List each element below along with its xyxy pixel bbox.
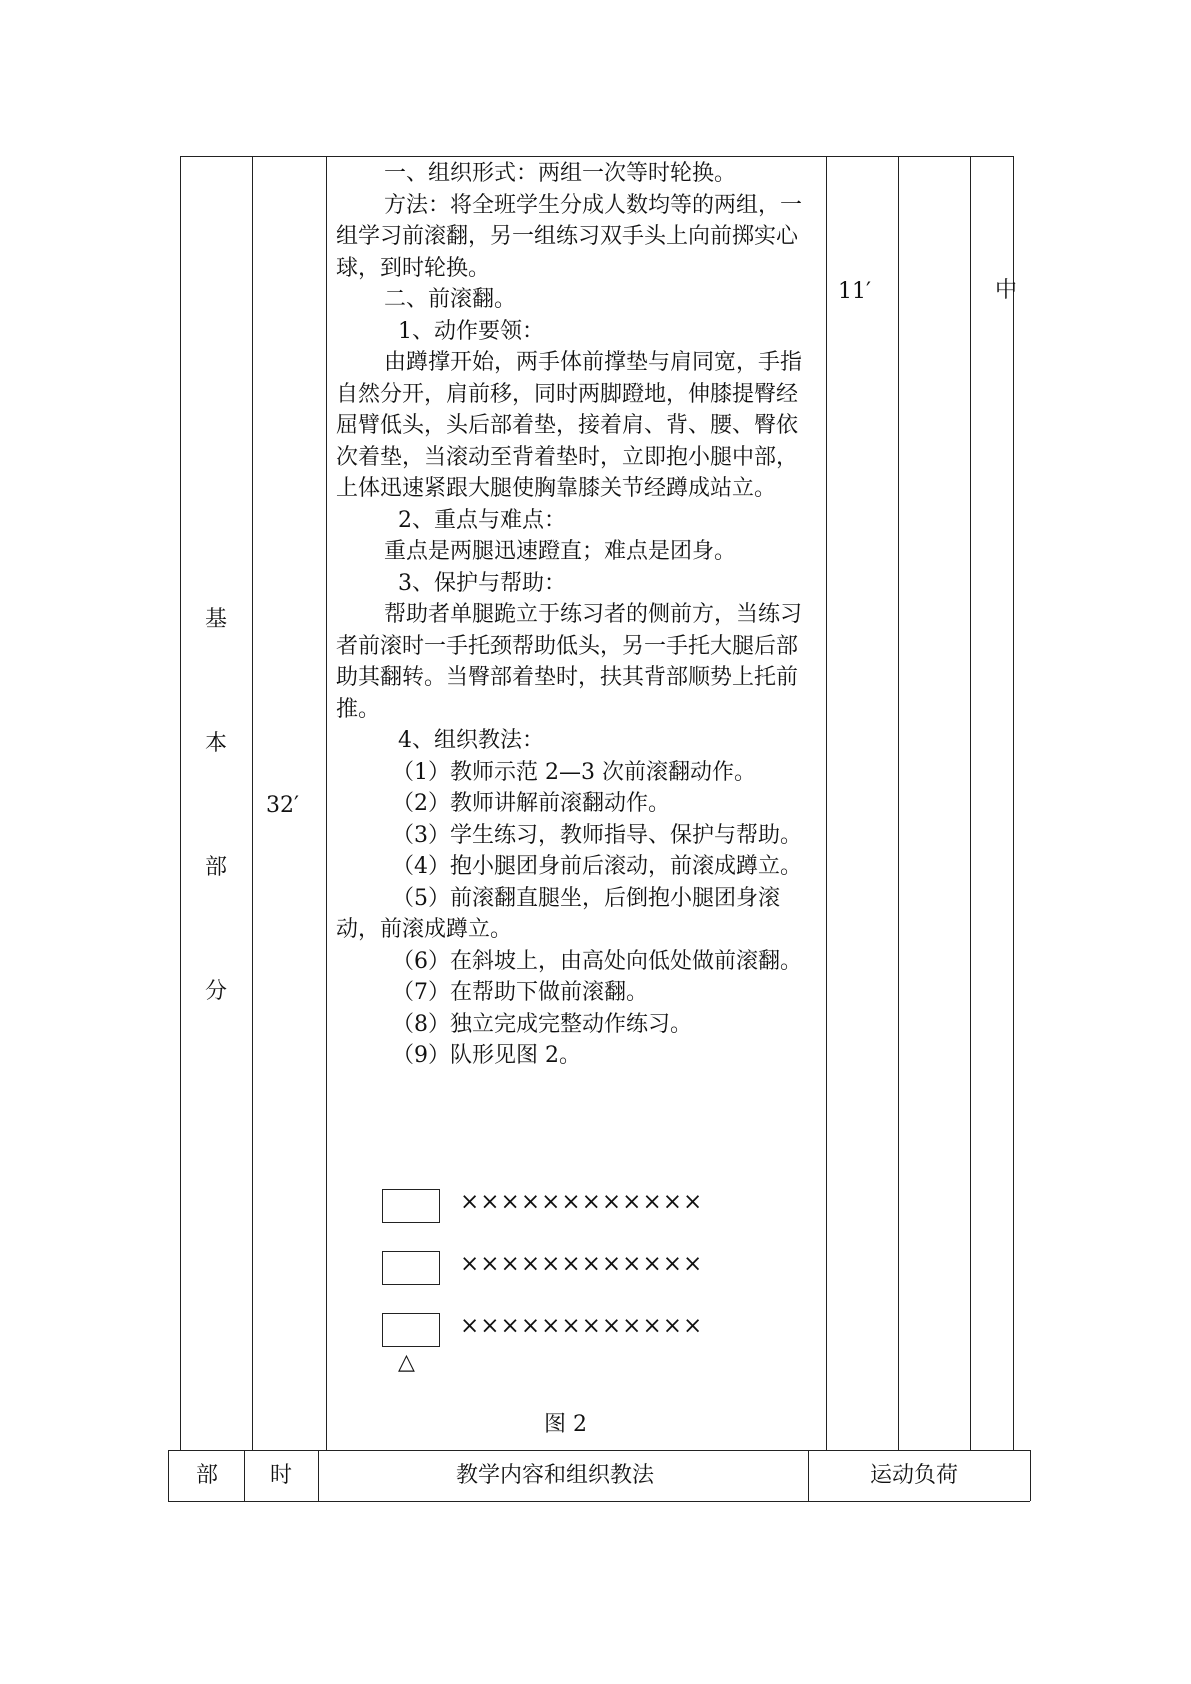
header-top-border [168, 1450, 1030, 1451]
content-paragraph: （3）学生练习，教师指导、保护与帮助。 [392, 822, 802, 848]
content-paragraph: （4）抱小腿团身前后滚动，前滚成蹲立。 [392, 854, 802, 879]
student-row: ×××××××××××× [460, 1251, 704, 1277]
teacher-triangle-icon: △ [398, 1350, 415, 1375]
section-label-char: 本 [205, 731, 228, 756]
table-col-line [252, 156, 253, 1450]
content-paragraph: （8）独立完成完整动作练习。 [392, 1011, 692, 1037]
teaching-content [336, 158, 816, 1072]
content-paragraph: 二、前滚翻。 [384, 287, 517, 312]
student-row: ×××××××××××× [460, 1313, 704, 1339]
content-paragraph: （2）教师讲解前滚翻动作。 [392, 791, 670, 816]
header-col-line [1030, 1450, 1031, 1501]
mat-icon [382, 1251, 440, 1285]
header-col-line [808, 1450, 809, 1501]
table-col-line [1013, 156, 1014, 1450]
content-paragraph: （9）队形见图 2。 [392, 1043, 581, 1068]
header-col-line [168, 1450, 169, 1501]
content-paragraph: 由蹲撑开始，两手体前撑垫与肩同宽，手指自然分开，肩前移，同时两脚蹬地，伸膝提臀经屈臂低头，头后部着垫，接着肩、背、腰、臀依次着垫，当滚动至背着垫时，立即抱小腿中部，上体迅速紧跟大腿使胸靠膝关节经蹲成站立。 [336, 350, 803, 501]
load-value: 中 [995, 278, 1018, 303]
time-sub: 11′ [838, 279, 871, 304]
content-paragraph: 帮助者单腿跪立于练习者的侧前方，当练习者前滚时一手托颈帮助低头，另一手托大腿后部助其翻转。当臀部着垫时，扶其背部顺势上托前推。 [336, 602, 803, 722]
header-section: 部 [196, 1463, 219, 1488]
section-label-char: 分 [205, 979, 228, 1004]
content-paragraph: 4、组织教法： [398, 728, 544, 753]
content-paragraph: （7）在帮助下做前滚翻。 [392, 980, 648, 1005]
header-time: 时 [270, 1463, 293, 1488]
content-paragraph: （5）前滚翻直腿坐，后倒抱小腿团身滚动，前滚成蹲立。 [336, 885, 780, 942]
content-paragraph: 2、重点与难点： [398, 507, 566, 533]
section-label-char: 基 [205, 607, 228, 632]
header-content: 教学内容和组织教法 [456, 1463, 655, 1488]
content-paragraph: 3、保护与帮助： [398, 570, 566, 596]
mat-icon [382, 1313, 440, 1347]
mat-icon [382, 1189, 440, 1223]
student-row: ×××××××××××× [460, 1189, 704, 1215]
table-col-line [970, 156, 971, 1450]
section-label-char: 部 [205, 855, 228, 880]
table-top-border [180, 156, 1014, 157]
header-col-line [318, 1450, 319, 1501]
content-paragraph: 重点是两腿迅速蹬直；难点是团身。 [384, 539, 737, 564]
content-paragraph: 一、组织形式：两组一次等时轮换。 [384, 161, 737, 186]
header-load: 运动负荷 [870, 1463, 959, 1488]
time-total: 32′ [266, 793, 299, 818]
content-paragraph: 方法：将全班学生分成人数均等的两组，一组学习前滚翻，另一组练习双手头上向前掷实心球，到时轮换。 [336, 192, 803, 281]
header-col-line [244, 1450, 245, 1501]
content-paragraph: （1）教师示范 2—3 次前滚翻动作。 [392, 759, 756, 785]
table-col-line [826, 156, 827, 1450]
header-bottom-border [168, 1501, 1030, 1502]
content-paragraph: （6）在斜坡上，由高处向低处做前滚翻。 [392, 948, 802, 974]
content-paragraph: 1、动作要领： [398, 318, 544, 344]
table-col-line [326, 156, 327, 1450]
figure-caption: 图 2 [544, 1412, 587, 1437]
table-col-line [180, 156, 181, 1450]
table-col-line [898, 156, 899, 1450]
